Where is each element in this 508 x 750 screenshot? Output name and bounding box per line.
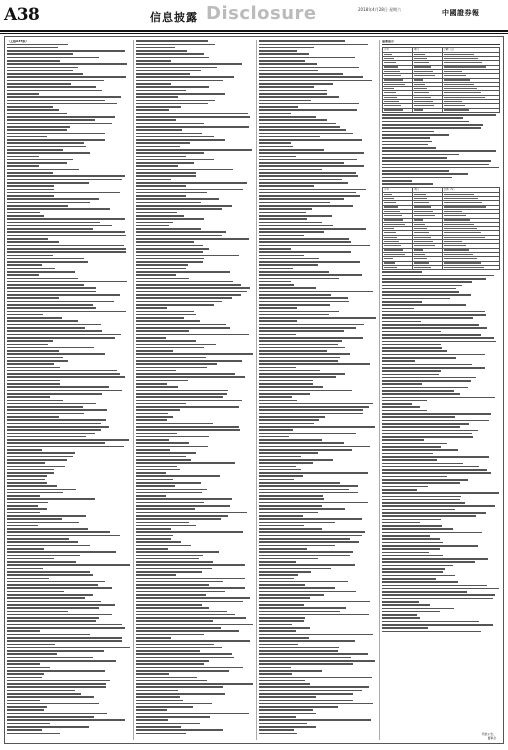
table-2 — [382, 187, 500, 270]
section-bar — [382, 44, 500, 45]
table-row — [383, 108, 500, 112]
table-header-cell: 比例（%） — [442, 188, 499, 192]
table-row — [383, 265, 500, 269]
footer-line: 董事会 — [487, 736, 496, 740]
text-line-block — [7, 732, 131, 735]
table-cell — [412, 265, 442, 269]
table-cell — [383, 108, 413, 112]
section-title-cn: 信息披露 — [150, 11, 198, 24]
section-title-en: Disclosure — [206, 3, 317, 24]
table-cell — [412, 108, 442, 112]
table-cell — [383, 265, 413, 269]
table-1 — [382, 47, 500, 112]
table-header-cell: 项目 — [412, 48, 442, 52]
text-line-block — [259, 732, 377, 735]
text-line-block — [382, 183, 500, 186]
column-divider — [379, 40, 380, 740]
col4-heading: 重要提示 — [382, 40, 395, 43]
header-rule-thin — [0, 33, 508, 34]
footer-signature — [482, 732, 496, 740]
table-header-cell: 项目 — [412, 188, 442, 192]
table-header-cell: 序号 — [383, 188, 413, 192]
publication-date: 2018年4月28日 星期六 — [358, 7, 402, 12]
footer-line: 特此公告。 — [482, 732, 496, 736]
column-divider — [256, 40, 257, 740]
text-column-2 — [136, 40, 254, 740]
text-line-block — [382, 630, 500, 633]
header-rule — [0, 30, 508, 32]
continued-note: （上接A37版） — [7, 40, 29, 43]
text-line-block — [136, 732, 254, 735]
text-column-4 — [382, 40, 500, 740]
page-number: A38 — [4, 5, 40, 25]
table-header-cell: 金额（元） — [442, 48, 499, 52]
text-column-3 — [259, 40, 377, 740]
masthead — [0, 0, 508, 30]
table-header-cell: 序号 — [383, 48, 413, 52]
table-cell — [442, 108, 499, 112]
table-cell — [442, 265, 499, 269]
column-divider — [133, 40, 134, 740]
text-column-1 — [7, 40, 131, 740]
newspaper-name: 中國證券報 — [442, 8, 480, 17]
